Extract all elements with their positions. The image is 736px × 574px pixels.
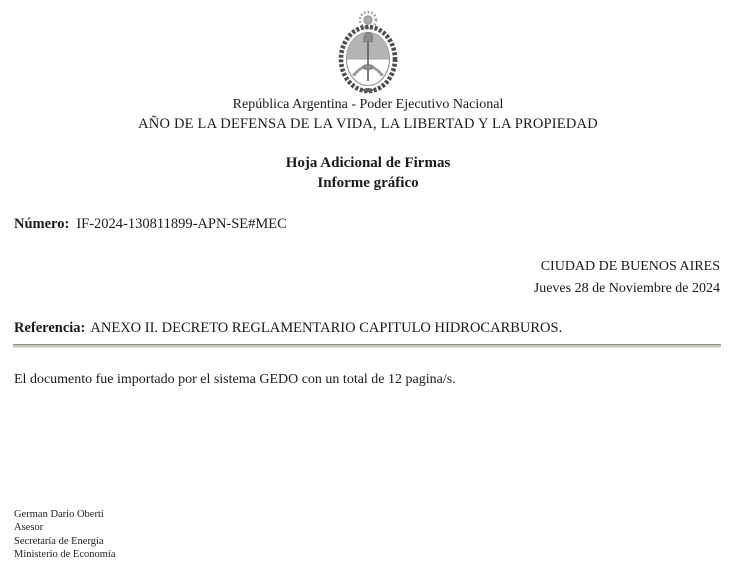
city-line: CIUDAD DE BUENOS AIRES [540,259,720,274]
signer-office: Secretaría de Energía [14,535,104,547]
signature-block [14,508,115,562]
signer-role: Asesor [14,522,44,534]
coat-of-arms-container [0,8,736,101]
document-number-line [14,216,287,233]
reference-label: Referencia: [14,320,86,336]
org-line: República Argentina - Poder Ejecutivo Nacional [232,97,504,112]
document-number-label: Número: [14,216,70,232]
divider-rule [13,344,721,348]
reference-value: ANEXO II. DECRETO REGLAMENTARIO CAPITULO HIDROCARBUROS. [90,320,563,336]
body-text: El documento fue importado por el sistema GEDO con un total de 12 pagina/s. [14,372,456,387]
signer-ministry: Ministerio de Economía [14,549,116,561]
document-number-value: IF-2024-130811899-APN-SE#MEC [76,216,287,232]
year-motto: AÑO DE LA DEFENSA DE LA VIDA, LA LIBERTAD Y LA PROPIEDAD [138,116,598,132]
argentina-coat-of-arms-icon [329,8,407,101]
signer-name: German Dario Oberti [14,509,104,520]
reference-line [14,320,720,337]
document-subtitle: Informe gráfico [317,175,419,191]
document-title: Hoja Adicional de Firmas [285,155,451,171]
date-line: Jueves 28 de Noviembre de 2024 [533,281,720,296]
